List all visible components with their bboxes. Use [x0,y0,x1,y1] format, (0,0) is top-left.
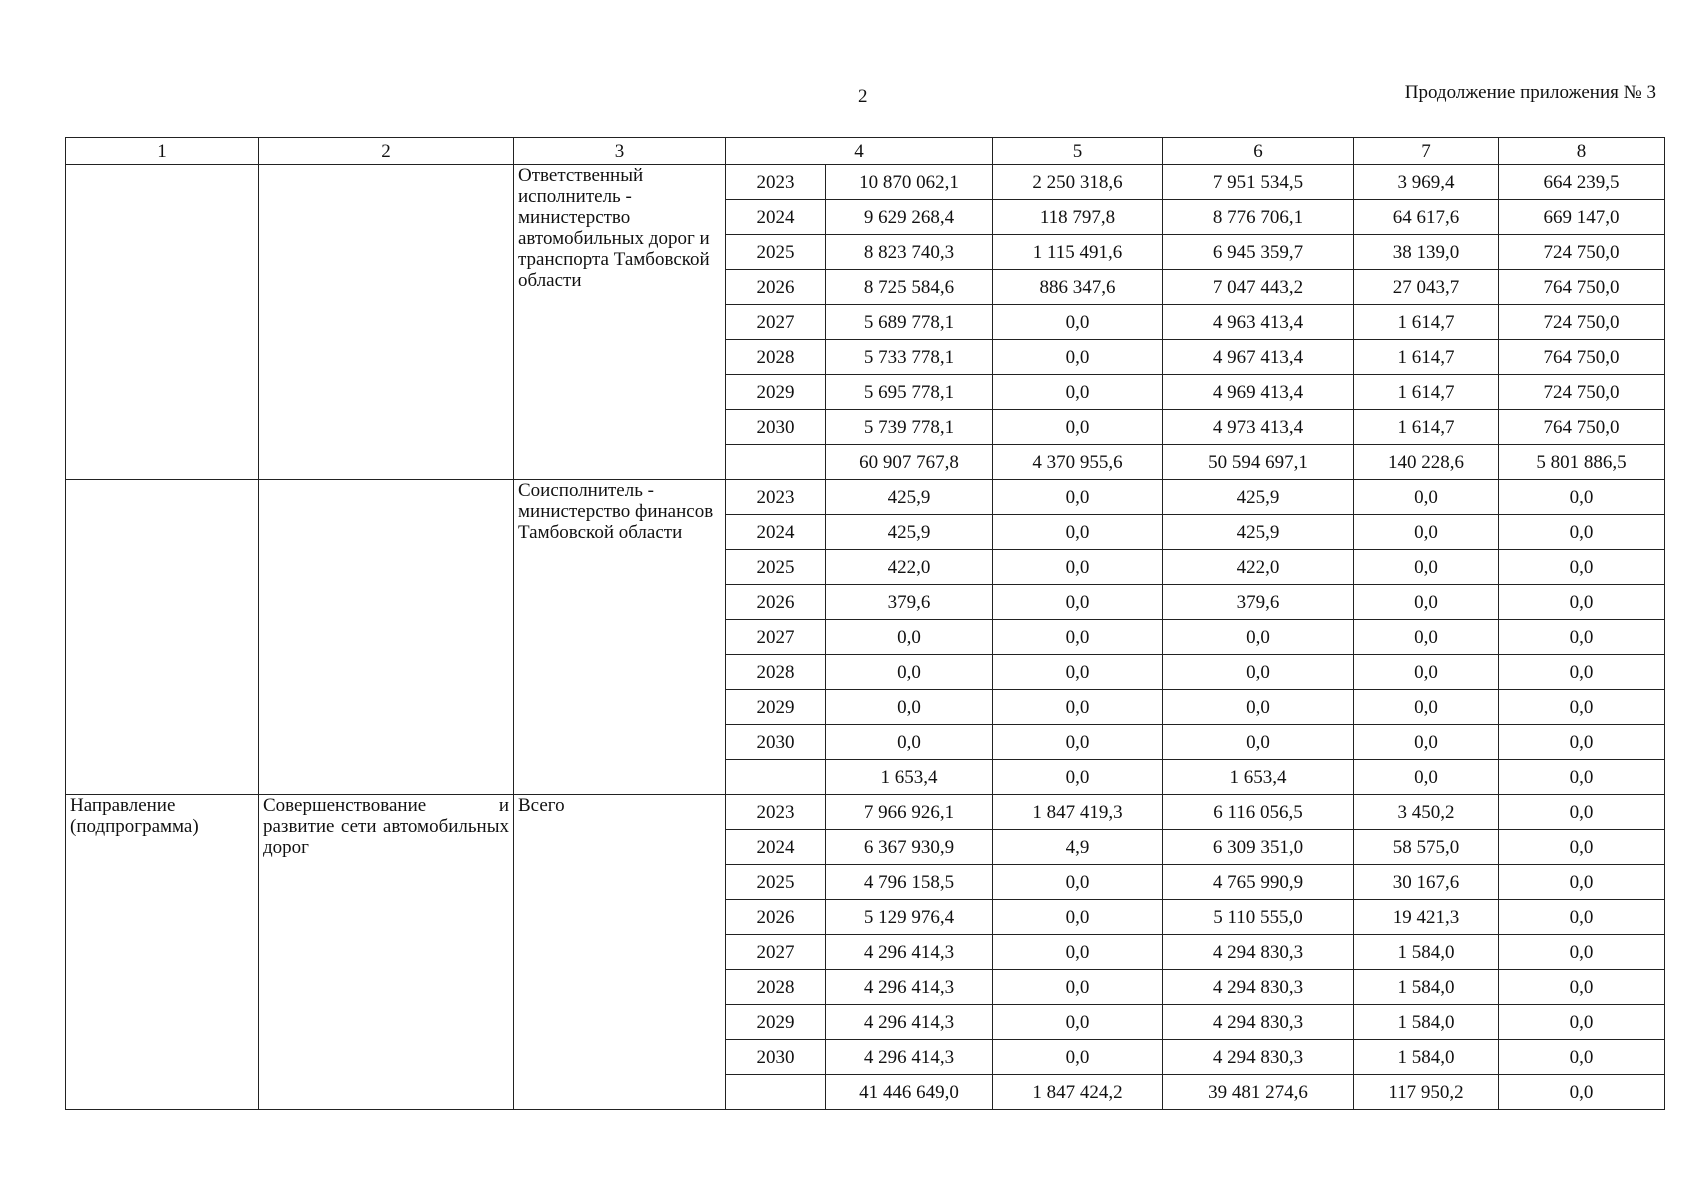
value-cell-col-4: 7 966 926,1 [826,795,993,830]
value-cell-col-5: 1 847 419,3 [993,795,1163,830]
value-cell-col-4: 422,0 [826,550,993,585]
value-cell-col-5: 0,0 [993,375,1163,410]
executor-cell [514,480,726,795]
value-cell-col-6: 4 765 990,9 [1163,865,1354,900]
value-cell-col-4: 0,0 [826,725,993,760]
value-cell-col-8: 724 750,0 [1499,235,1665,270]
value-cell-col-7: 0,0 [1354,725,1499,760]
header-col-2: 2 [259,138,514,165]
value-cell-col-5: 0,0 [993,725,1163,760]
year-cell: 2029 [726,690,826,725]
year-cell: 2025 [726,235,826,270]
value-cell-col-7: 19 421,3 [1354,900,1499,935]
value-cell-col-7: 0,0 [1354,690,1499,725]
value-cell-col-6: 6 116 056,5 [1163,795,1354,830]
value-cell-col-5: 886 347,6 [993,270,1163,305]
value-cell-col-5: 0,0 [993,865,1163,900]
value-cell-col-7: 117 950,2 [1354,1075,1499,1110]
value-cell-col-8: 0,0 [1499,690,1665,725]
value-cell-col-7: 1 584,0 [1354,1040,1499,1075]
year-cell: 2030 [726,725,826,760]
value-cell-col-5: 0,0 [993,515,1163,550]
continuation-label: Продолжение приложения № 3 [1404,82,1656,103]
year-cell: 2025 [726,550,826,585]
value-cell-col-4: 425,9 [826,480,993,515]
value-cell-col-7: 1 584,0 [1354,970,1499,1005]
value-cell-col-8: 0,0 [1499,620,1665,655]
value-cell-col-4: 6 367 930,9 [826,830,993,865]
value-cell-col-7: 1 584,0 [1354,1005,1499,1040]
value-cell-col-4: 0,0 [826,690,993,725]
value-cell-col-8: 0,0 [1499,515,1665,550]
value-cell-col-8: 724 750,0 [1499,305,1665,340]
direction-cell [66,795,259,1110]
funding-table [65,137,1665,1110]
value-cell-col-7: 30 167,6 [1354,865,1499,900]
value-cell-col-4: 4 296 414,3 [826,935,993,970]
value-cell-col-5: 0,0 [993,900,1163,935]
value-cell-col-4: 4 296 414,3 [826,1005,993,1040]
value-cell-col-8: 764 750,0 [1499,410,1665,445]
year-cell: 2026 [726,585,826,620]
header-col-7: 7 [1354,138,1499,165]
value-cell-col-8: 0,0 [1499,585,1665,620]
value-cell-col-8: 764 750,0 [1499,340,1665,375]
value-cell-col-8: 664 239,5 [1499,165,1665,200]
value-cell-col-7: 0,0 [1354,620,1499,655]
year-cell: 2023 [726,480,826,515]
executor-cell-text: Соисполнитель - министерство финансов Тамбовской области [518,480,714,543]
program-name-cell [259,795,514,1110]
value-cell-col-7: 64 617,6 [1354,200,1499,235]
value-cell-col-6: 379,6 [1163,585,1354,620]
value-cell-col-4: 0,0 [826,620,993,655]
value-cell-col-4: 60 907 767,8 [826,445,993,480]
value-cell-col-5: 4 370 955,6 [993,445,1163,480]
value-cell-col-6: 4 969 413,4 [1163,375,1354,410]
value-cell-col-6: 1 653,4 [1163,760,1354,795]
table-row [66,795,1665,830]
value-cell-col-5: 0,0 [993,970,1163,1005]
value-cell-col-8: 0,0 [1499,970,1665,1005]
direction-cell-text: Направление (подпрограмма) [70,795,199,837]
year-cell: 2025 [726,865,826,900]
value-cell-col-6: 5 110 555,0 [1163,900,1354,935]
value-cell-col-7: 0,0 [1354,760,1499,795]
year-cell: 2023 [726,795,826,830]
value-cell-col-4: 0,0 [826,655,993,690]
value-cell-col-4: 5 129 976,4 [826,900,993,935]
year-cell: 2028 [726,655,826,690]
value-cell-col-4: 5 733 778,1 [826,340,993,375]
value-cell-col-6: 4 967 413,4 [1163,340,1354,375]
value-cell-col-8: 724 750,0 [1499,375,1665,410]
value-cell-col-6: 4 963 413,4 [1163,305,1354,340]
value-cell-col-7: 0,0 [1354,585,1499,620]
value-cell-col-5: 0,0 [993,585,1163,620]
executor-cell-text: Всего [518,795,565,816]
value-cell-col-8: 0,0 [1499,865,1665,900]
value-cell-col-4: 10 870 062,1 [826,165,993,200]
value-cell-col-5: 0,0 [993,1005,1163,1040]
value-cell-col-8: 764 750,0 [1499,270,1665,305]
value-cell-col-6: 4 294 830,3 [1163,935,1354,970]
value-cell-col-6: 425,9 [1163,515,1354,550]
year-cell: 2027 [726,305,826,340]
value-cell-col-7: 0,0 [1354,480,1499,515]
value-cell-col-8: 5 801 886,5 [1499,445,1665,480]
year-cell: 2027 [726,935,826,970]
year-cell: 2024 [726,200,826,235]
header-col-6: 6 [1163,138,1354,165]
value-cell-col-8: 0,0 [1499,1075,1665,1110]
value-cell-col-5: 4,9 [993,830,1163,865]
value-cell-col-6: 50 594 697,1 [1163,445,1354,480]
value-cell-col-5: 1 847 424,2 [993,1075,1163,1110]
value-cell-col-6: 4 294 830,3 [1163,1005,1354,1040]
direction-cell [66,480,259,795]
value-cell-col-5: 0,0 [993,550,1163,585]
value-cell-col-7: 140 228,6 [1354,445,1499,480]
header-col-3: 3 [514,138,726,165]
value-cell-col-6: 6 945 359,7 [1163,235,1354,270]
year-cell: 2030 [726,1040,826,1075]
year-cell: 2023 [726,165,826,200]
direction-cell [66,165,259,480]
value-cell-col-7: 0,0 [1354,550,1499,585]
value-cell-col-8: 0,0 [1499,1040,1665,1075]
value-cell-col-8: 0,0 [1499,900,1665,935]
value-cell-col-7: 1 584,0 [1354,935,1499,970]
value-cell-col-5: 0,0 [993,305,1163,340]
year-cell [726,760,826,795]
executor-cell [514,165,726,480]
value-cell-col-7: 3 969,4 [1354,165,1499,200]
value-cell-col-6: 8 776 706,1 [1163,200,1354,235]
value-cell-col-5: 0,0 [993,935,1163,970]
value-cell-col-6: 7 047 443,2 [1163,270,1354,305]
executor-cell-text: Ответственный исполнитель - министерство автомобильных дорог и транспорта Тамбовской области [518,165,710,291]
value-cell-col-4: 4 296 414,3 [826,970,993,1005]
value-cell-col-6: 4 294 830,3 [1163,970,1354,1005]
table-body [66,165,1665,1110]
value-cell-col-6: 6 309 351,0 [1163,830,1354,865]
value-cell-col-5: 0,0 [993,690,1163,725]
value-cell-col-4: 9 629 268,4 [826,200,993,235]
value-cell-col-5: 0,0 [993,1040,1163,1075]
value-cell-col-6: 39 481 274,6 [1163,1075,1354,1110]
value-cell-col-8: 0,0 [1499,725,1665,760]
year-cell: 2028 [726,970,826,1005]
program-name-cell [259,480,514,795]
year-cell: 2027 [726,620,826,655]
value-cell-col-7: 3 450,2 [1354,795,1499,830]
value-cell-col-8: 0,0 [1499,655,1665,690]
value-cell-col-8: 669 147,0 [1499,200,1665,235]
value-cell-col-7: 38 139,0 [1354,235,1499,270]
header-col-1: 1 [66,138,259,165]
value-cell-col-6: 0,0 [1163,655,1354,690]
value-cell-col-8: 0,0 [1499,1005,1665,1040]
value-cell-col-7: 1 614,7 [1354,410,1499,445]
value-cell-col-6: 4 973 413,4 [1163,410,1354,445]
value-cell-col-8: 0,0 [1499,830,1665,865]
value-cell-col-6: 425,9 [1163,480,1354,515]
value-cell-col-7: 0,0 [1354,655,1499,690]
value-cell-col-7: 1 614,7 [1354,305,1499,340]
value-cell-col-6: 0,0 [1163,620,1354,655]
value-cell-col-7: 1 614,7 [1354,375,1499,410]
value-cell-col-6: 4 294 830,3 [1163,1040,1354,1075]
table-row [66,480,1665,515]
header-col-5: 5 [993,138,1163,165]
value-cell-col-6: 0,0 [1163,725,1354,760]
year-cell: 2024 [726,830,826,865]
value-cell-col-4: 8 725 584,6 [826,270,993,305]
value-cell-col-5: 0,0 [993,410,1163,445]
value-cell-col-5: 0,0 [993,655,1163,690]
value-cell-col-4: 5 739 778,1 [826,410,993,445]
value-cell-col-7: 58 575,0 [1354,830,1499,865]
year-cell: 2028 [726,340,826,375]
value-cell-col-6: 7 951 534,5 [1163,165,1354,200]
value-cell-col-6: 0,0 [1163,690,1354,725]
value-cell-col-4: 1 653,4 [826,760,993,795]
value-cell-col-4: 8 823 740,3 [826,235,993,270]
header-row [66,138,1665,165]
value-cell-col-4: 425,9 [826,515,993,550]
page-number: 2 [858,86,868,107]
value-cell-col-5: 0,0 [993,480,1163,515]
value-cell-col-4: 5 695 778,1 [826,375,993,410]
program-name-cell-text: Совершенствование и развитие сети автомобильных дорог [263,795,509,858]
value-cell-col-8: 0,0 [1499,480,1665,515]
value-cell-col-7: 1 614,7 [1354,340,1499,375]
value-cell-col-5: 1 115 491,6 [993,235,1163,270]
value-cell-col-5: 118 797,8 [993,200,1163,235]
value-cell-col-5: 2 250 318,6 [993,165,1163,200]
header-col-8: 8 [1499,138,1665,165]
year-cell [726,1075,826,1110]
value-cell-col-8: 0,0 [1499,550,1665,585]
program-name-cell [259,165,514,480]
year-cell: 2029 [726,375,826,410]
header-col-4: 4 [726,138,993,165]
value-cell-col-8: 0,0 [1499,760,1665,795]
value-cell-col-5: 0,0 [993,620,1163,655]
year-cell: 2026 [726,900,826,935]
year-cell [726,445,826,480]
year-cell: 2024 [726,515,826,550]
year-cell: 2026 [726,270,826,305]
table-row [66,165,1665,200]
value-cell-col-4: 5 689 778,1 [826,305,993,340]
year-cell: 2030 [726,410,826,445]
value-cell-col-4: 379,6 [826,585,993,620]
value-cell-col-4: 4 296 414,3 [826,1040,993,1075]
value-cell-col-7: 27 043,7 [1354,270,1499,305]
value-cell-col-8: 0,0 [1499,795,1665,830]
value-cell-col-6: 422,0 [1163,550,1354,585]
value-cell-col-4: 4 796 158,5 [826,865,993,900]
year-cell: 2029 [726,1005,826,1040]
value-cell-col-4: 41 446 649,0 [826,1075,993,1110]
value-cell-col-5: 0,0 [993,760,1163,795]
value-cell-col-8: 0,0 [1499,935,1665,970]
executor-cell [514,795,726,1110]
value-cell-col-5: 0,0 [993,340,1163,375]
value-cell-col-7: 0,0 [1354,515,1499,550]
